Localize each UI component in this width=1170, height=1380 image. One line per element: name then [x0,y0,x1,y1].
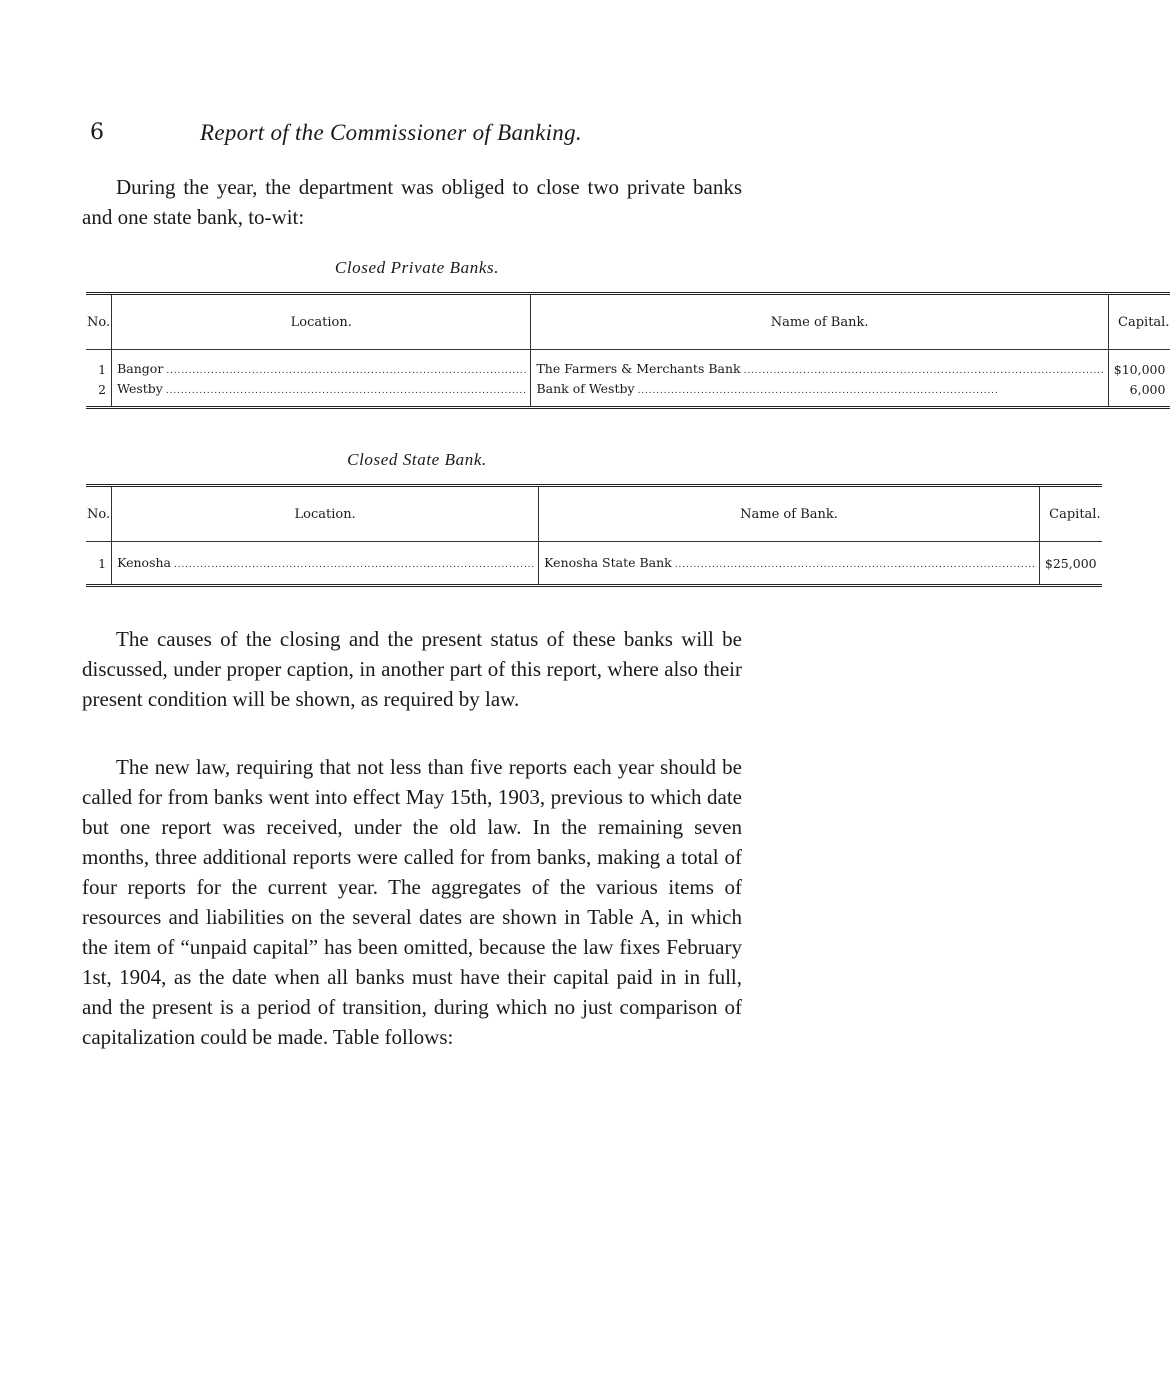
row-no: 1 [98,362,107,377]
header-capital: Capital. [1108,294,1170,350]
new-law-paragraph: The new law, requiring that not less than five reports each year should be called for from banks went into effect May 15th, 1903, previous to which date but one report was received, under the old law. In the remaining seven months, three additional reports were called for from banks, making a total of four reports for the current year. The aggregates of the various items of resources and liabilities on the several dates are shown in Table A, in which the item of “unpaid capital” has been omitted, because the law fixes February 1st, 1904, as the date when all banks must have their capital paid in in full, and the present is a period of transition, during which no just comparison of capitalization could be made. Table follows: [82,755,742,1049]
state-bank-table-title: Closed State Bank. [347,450,487,469]
page-header [90,120,750,154]
header-no: No. [86,486,112,542]
header-location: Location. [112,486,539,542]
table-row [86,350,1170,381]
table-header-row [86,294,1170,350]
running-title: Report of the Commissioner of Banking. [200,120,582,145]
row-bank-name: Kenosha State Bank [544,555,672,570]
closed-state-bank-table [86,484,1102,587]
header-no: No. [86,294,112,350]
row-no: 1 [98,556,107,571]
closed-private-banks-table [86,292,1170,409]
row-capital: 6,000 [1108,380,1170,408]
header-capital: Capital. [1039,486,1101,542]
row-no: 2 [98,382,107,397]
row-location: Kenosha [117,555,172,570]
header-name: Name of Bank. [531,294,1108,350]
header-name: Name of Bank. [539,486,1040,542]
row-capital: $10,000 [1108,350,1170,381]
header-location: Location. [112,294,531,350]
table-row [86,380,1170,408]
page-number: 6 [90,120,104,145]
row-bank-name: The Farmers & Merchants Bank [536,361,741,376]
intro-paragraph: During the year, the department was obliged to close two private banks and one state bank, to-wit: [82,175,742,229]
row-bank-name: Bank of Westby [536,381,635,396]
private-banks-table-title: Closed Private Banks. [334,258,500,277]
table-row [86,542,1102,586]
causes-paragraph: The causes of the closing and the present status of these banks will be discussed, under proper caption, in another part of this report, where also their present condition will be shown, as required by law. [82,627,742,711]
row-location: Westby [117,381,163,396]
row-capital: $25,000 [1039,542,1101,586]
row-location: Bangor [117,361,164,376]
table-header-row [86,486,1102,542]
